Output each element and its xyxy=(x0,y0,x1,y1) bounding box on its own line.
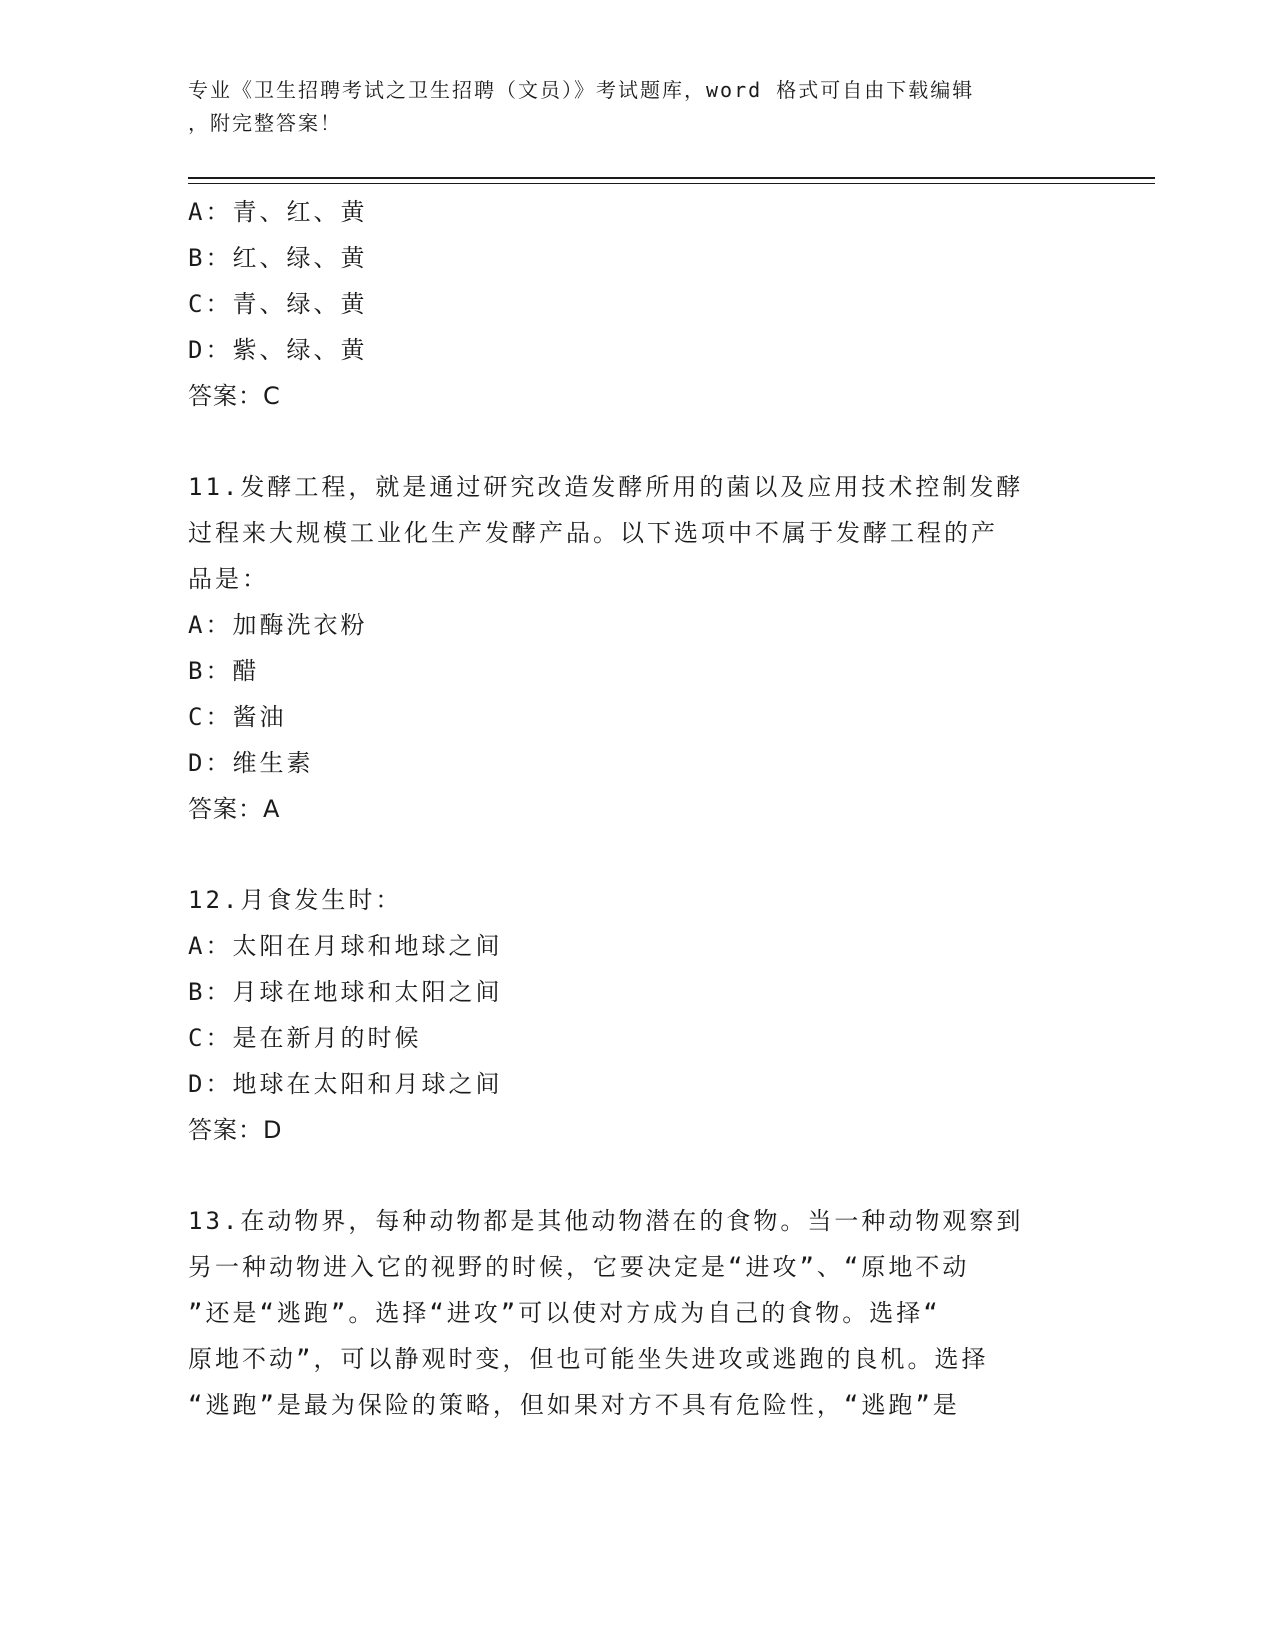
option-c: C：是在新月的时候 xyxy=(188,1024,422,1052)
question-text-line: 另一种动物进入它的视野的时候，它要决定是“进攻”、“原地不动 xyxy=(188,1253,970,1281)
option-b: B：红、绿、黄 xyxy=(188,244,368,272)
option-d: D：地球在太阳和月球之间 xyxy=(188,1070,503,1098)
question-text-line: “逃跑”是最为保险的策略，但如果对方不具有危险性，“逃跑”是 xyxy=(188,1391,960,1419)
question-text-line: 13.在动物界，每种动物都是其他动物潜在的食物。当一种动物观察到 xyxy=(188,1207,1024,1235)
question-text-line: 品是： xyxy=(188,565,269,593)
header-rule-thick xyxy=(188,177,1155,179)
answer-line: 答案：A xyxy=(188,795,281,823)
header-title-line-1: 专业《卫生招聘考试之卫生招聘（文员）》考试题库，word 格式可自由下载编辑 xyxy=(188,78,975,102)
header-rule-thin xyxy=(188,183,1155,184)
question-text-line: ”还是“逃跑”。选择“进攻”可以使对方成为自己的食物。选择“ xyxy=(188,1299,941,1327)
question-text-line: 过程来大规模工业化生产发酵产品。以下选项中不属于发酵工程的产 xyxy=(188,519,998,547)
question-11 xyxy=(188,464,1088,832)
document-header xyxy=(188,74,1068,140)
question-10 xyxy=(188,189,1088,419)
option-b: B：月球在地球和太阳之间 xyxy=(188,978,503,1006)
question-text-line: 12.月食发生时： xyxy=(188,886,403,914)
question-text-line: 11.发酵工程，就是通过研究改造发酵所用的菌以及应用技术控制发酵 xyxy=(188,473,1024,501)
spacer xyxy=(188,1153,1088,1198)
spacer xyxy=(188,832,1088,877)
question-list xyxy=(188,189,1088,1428)
option-d: D：紫、绿、黄 xyxy=(188,336,368,364)
option-a: A：加酶洗衣粉 xyxy=(188,611,368,639)
question-text-line: 原地不动”，可以静观时变，但也可能坐失进攻或逃跑的良机。选择 xyxy=(188,1345,989,1373)
option-b: B：醋 xyxy=(188,657,260,685)
answer-line: 答案：C xyxy=(188,382,281,410)
question-13 xyxy=(188,1198,1088,1428)
answer-line: 答案：D xyxy=(188,1116,283,1144)
option-c: C：酱油 xyxy=(188,703,287,731)
option-d: D：维生素 xyxy=(188,749,314,777)
option-a: A：青、红、黄 xyxy=(188,198,368,226)
header-title-line-2: ，附完整答案！ xyxy=(188,111,342,135)
spacer xyxy=(188,419,1088,464)
question-12 xyxy=(188,877,1088,1153)
option-a: A：太阳在月球和地球之间 xyxy=(188,932,503,960)
option-c: C：青、绿、黄 xyxy=(188,290,368,318)
